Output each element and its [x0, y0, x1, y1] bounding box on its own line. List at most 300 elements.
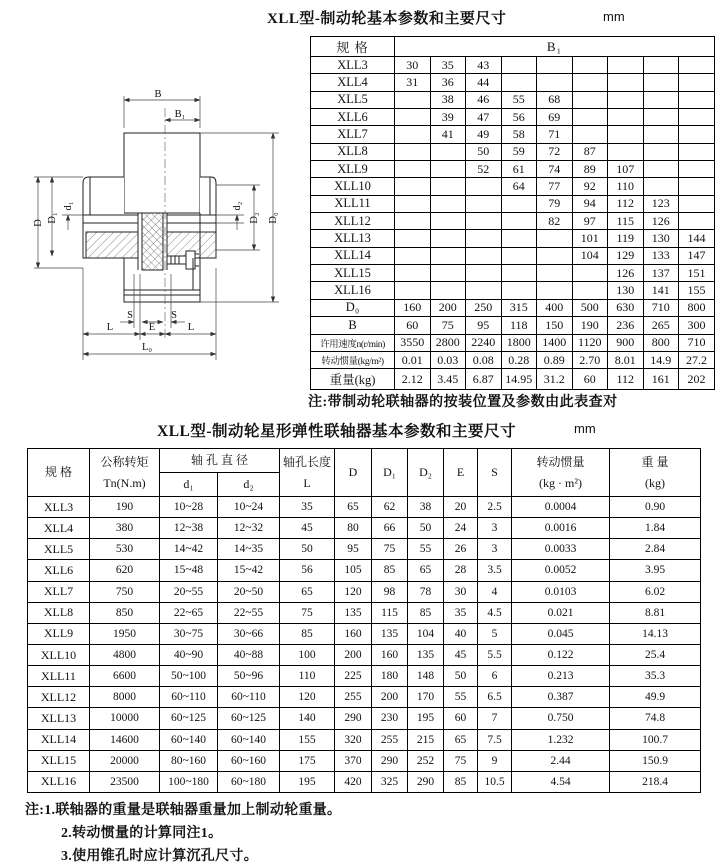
cell — [608, 109, 644, 126]
cell: 150.9 — [610, 750, 701, 771]
cell: 24 — [444, 518, 478, 539]
cell: 58 — [501, 126, 537, 143]
cell — [572, 126, 608, 143]
cell — [608, 91, 644, 108]
cell — [395, 230, 431, 247]
row-label: XLL8 — [311, 143, 395, 160]
cell: 22~55 — [218, 602, 280, 623]
row-label: XLL5 — [28, 539, 90, 560]
coupling-outline — [83, 133, 216, 302]
cell: 2800 — [430, 334, 466, 351]
cell: 420 — [335, 771, 372, 792]
cell — [679, 74, 715, 91]
weight-header — [610, 449, 701, 497]
dim-label-L-right: L — [187, 322, 195, 333]
row-label: XLL15 — [28, 750, 90, 771]
col-D1-header: D₁ — [372, 449, 408, 497]
cell: 82 — [537, 213, 573, 230]
dim-label-D2: D₂ — [249, 212, 260, 224]
cell: 0.01 — [395, 351, 431, 368]
cell: 79 — [537, 195, 573, 212]
cell: 800 — [679, 299, 715, 316]
cell: 65 — [335, 497, 372, 518]
cell: 118 — [501, 317, 537, 334]
cell: 60 — [444, 708, 478, 729]
cell: 0.0016 — [512, 518, 610, 539]
cell: 85 — [408, 602, 444, 623]
col-d2-header: d₂ — [218, 473, 280, 497]
cell — [643, 109, 679, 126]
cell: 160 — [395, 299, 431, 316]
table-row — [311, 57, 715, 74]
cell — [679, 126, 715, 143]
cell: 45 — [280, 518, 335, 539]
cell: 135 — [408, 644, 444, 665]
cell — [679, 178, 715, 195]
cell — [501, 57, 537, 74]
cell: 100~180 — [160, 771, 218, 792]
cell: 59 — [501, 143, 537, 160]
cell: 40~90 — [160, 644, 218, 665]
cell: 95 — [335, 539, 372, 560]
col-E-header: E — [444, 449, 478, 497]
cell: 110 — [608, 178, 644, 195]
col-D2-header: D₂ — [408, 449, 444, 497]
cell: 2.70 — [572, 351, 608, 368]
bore-length-header — [280, 449, 335, 497]
cell: 30~75 — [160, 623, 218, 644]
cell — [430, 178, 466, 195]
row-label: XLL7 — [28, 581, 90, 602]
cell: 710 — [643, 299, 679, 316]
cell: 6.5 — [478, 687, 512, 708]
row-label: XLL6 — [311, 109, 395, 126]
cell: 60 — [395, 317, 431, 334]
cell: 2.12 — [395, 369, 431, 390]
table-row — [28, 666, 701, 687]
cell: 71 — [537, 126, 573, 143]
cell: 62 — [372, 497, 408, 518]
cell — [537, 247, 573, 264]
cell: 750 — [90, 581, 160, 602]
cell: 150 — [537, 317, 573, 334]
row-label: XLL14 — [311, 247, 395, 264]
table-row — [311, 282, 715, 299]
cell: 35.3 — [610, 666, 701, 687]
cell: 195 — [280, 771, 335, 792]
cell: 80 — [335, 518, 372, 539]
cell: 7 — [478, 708, 512, 729]
row-label: XLL11 — [311, 195, 395, 212]
cell: 325 — [372, 771, 408, 792]
row-label: XLL8 — [28, 602, 90, 623]
cell: 130 — [643, 230, 679, 247]
cell — [501, 230, 537, 247]
cell — [679, 195, 715, 212]
cell: 25.4 — [610, 644, 701, 665]
table-row — [311, 369, 715, 390]
cell: 49.9 — [610, 687, 701, 708]
cell: 74.8 — [610, 708, 701, 729]
cell: 72 — [537, 143, 573, 160]
cell: 630 — [608, 299, 644, 316]
cell — [679, 91, 715, 108]
cell: 75 — [444, 750, 478, 771]
cell: 49 — [466, 126, 502, 143]
cell: 27.2 — [679, 351, 715, 368]
cell — [395, 161, 431, 178]
cell — [537, 230, 573, 247]
cell — [572, 57, 608, 74]
cell: 14.9 — [643, 351, 679, 368]
cell — [643, 91, 679, 108]
cell — [466, 265, 502, 282]
cell — [643, 143, 679, 160]
cell: 160 — [335, 623, 372, 644]
cell — [537, 265, 573, 282]
cell — [679, 213, 715, 230]
cell — [395, 282, 431, 299]
cell: 3.5 — [478, 560, 512, 581]
cell — [608, 143, 644, 160]
cell: 230 — [372, 708, 408, 729]
coupling-section-drawing — [30, 78, 292, 410]
table1-header-row — [311, 37, 715, 57]
cell: 47 — [466, 109, 502, 126]
cell — [466, 247, 502, 264]
cell: 1800 — [501, 334, 537, 351]
cell: 50~100 — [160, 666, 218, 687]
cell: 170 — [408, 687, 444, 708]
cell: 30 — [395, 57, 431, 74]
table-row — [311, 334, 715, 351]
cell: 0.213 — [512, 666, 610, 687]
cell: 225 — [335, 666, 372, 687]
col-D-header: D — [335, 449, 372, 497]
dim-label-D: D — [33, 219, 44, 227]
cell: 100.7 — [610, 729, 701, 750]
cell — [395, 178, 431, 195]
cell: 500 — [572, 299, 608, 316]
cell: 55 — [408, 539, 444, 560]
cell — [537, 282, 573, 299]
table-row — [28, 518, 701, 539]
row-label: XLL3 — [28, 497, 90, 518]
cell: 4800 — [90, 644, 160, 665]
cell: 380 — [90, 518, 160, 539]
cell: 95 — [466, 317, 502, 334]
cell: 290 — [335, 708, 372, 729]
cell: 97 — [572, 213, 608, 230]
row-label: XLL7 — [311, 126, 395, 143]
cell — [501, 213, 537, 230]
cell: 30 — [444, 581, 478, 602]
cell: 50~96 — [218, 666, 280, 687]
row-label: 重量(kg) — [311, 369, 395, 390]
cell: 23500 — [90, 771, 160, 792]
cell: 20 — [444, 497, 478, 518]
cell: 2.44 — [512, 750, 610, 771]
cell: 900 — [608, 334, 644, 351]
cell: 155 — [679, 282, 715, 299]
cell: 190 — [572, 317, 608, 334]
cell: 46 — [466, 91, 502, 108]
inertia-header-line2: (kg · m²) — [539, 475, 582, 490]
cell: 35 — [430, 57, 466, 74]
cell: 7.5 — [478, 729, 512, 750]
row-label: XLL15 — [311, 265, 395, 282]
cell: 126 — [608, 265, 644, 282]
row-label: XLL9 — [311, 161, 395, 178]
cell — [395, 195, 431, 212]
cell — [430, 161, 466, 178]
row-label: XLL3 — [311, 57, 395, 74]
row-label: XLL16 — [311, 282, 395, 299]
cell: 69 — [537, 109, 573, 126]
cell: 87 — [572, 143, 608, 160]
cell: 60~140 — [160, 729, 218, 750]
cell: 255 — [335, 687, 372, 708]
table-row — [311, 161, 715, 178]
cell: 50 — [408, 518, 444, 539]
cell: 107 — [608, 161, 644, 178]
table1-note: 注:带制动轮联轴器的按装位置及参数由此表查对 — [308, 395, 618, 410]
table-row — [311, 213, 715, 230]
cell: 12~32 — [218, 518, 280, 539]
row-label: XLL12 — [311, 213, 395, 230]
b1-header: B₁ — [395, 37, 715, 57]
cell: 144 — [679, 230, 715, 247]
cell: 65 — [444, 729, 478, 750]
cell: 800 — [643, 334, 679, 351]
cell: 290 — [408, 771, 444, 792]
cell: 100 — [280, 644, 335, 665]
dim-label-d1: d₁ — [63, 201, 74, 211]
cell: 31 — [395, 74, 431, 91]
cell: 60~125 — [218, 708, 280, 729]
cell — [501, 247, 537, 264]
footnote-3: 3.使用锥孔时应计算沉孔尺寸。 — [61, 849, 258, 864]
row-label: XLL11 — [28, 666, 90, 687]
cell: 45 — [444, 644, 478, 665]
cell: 151 — [679, 265, 715, 282]
cell: 98 — [372, 581, 408, 602]
cell: 10.5 — [478, 771, 512, 792]
cell: 60~110 — [218, 687, 280, 708]
cell: 175 — [280, 750, 335, 771]
cell: 1950 — [90, 623, 160, 644]
cell — [643, 74, 679, 91]
cell: 60~125 — [160, 708, 218, 729]
table-row — [311, 178, 715, 195]
cell — [608, 57, 644, 74]
cell: 161 — [643, 369, 679, 390]
cell — [430, 213, 466, 230]
cell: 3.95 — [610, 560, 701, 581]
row-label: XLL13 — [311, 230, 395, 247]
cell: 39 — [430, 109, 466, 126]
table-row — [311, 195, 715, 212]
cell: 92 — [572, 178, 608, 195]
cell — [466, 213, 502, 230]
table-row — [311, 109, 715, 126]
cell — [537, 74, 573, 91]
col-S-header: S — [478, 449, 512, 497]
cell — [572, 91, 608, 108]
table-row — [28, 581, 701, 602]
table-row — [311, 317, 715, 334]
cell: 215 — [408, 729, 444, 750]
cell: 1.232 — [512, 729, 610, 750]
table-row — [28, 644, 701, 665]
cell: 6.87 — [466, 369, 502, 390]
cell: 2240 — [466, 334, 502, 351]
cell: 20~55 — [160, 581, 218, 602]
cell: 10~28 — [160, 497, 218, 518]
row-label: XLL12 — [28, 687, 90, 708]
cell: 14.13 — [610, 623, 701, 644]
cell: 55 — [501, 91, 537, 108]
cell: 0.122 — [512, 644, 610, 665]
cell: 15~42 — [218, 560, 280, 581]
cell: 38 — [408, 497, 444, 518]
cell: 28 — [444, 560, 478, 581]
cell: 60~140 — [218, 729, 280, 750]
cell: 115 — [608, 213, 644, 230]
row-label: XLL5 — [311, 91, 395, 108]
cell — [643, 178, 679, 195]
dim-label-E: E — [148, 322, 156, 333]
table-row — [28, 771, 701, 792]
table-row — [311, 91, 715, 108]
cell: 104 — [572, 247, 608, 264]
cell: 160 — [372, 644, 408, 665]
cell: 137 — [643, 265, 679, 282]
cell: 0.0103 — [512, 581, 610, 602]
cell: 40 — [444, 623, 478, 644]
cell: 8000 — [90, 687, 160, 708]
row-label: XLL9 — [28, 623, 90, 644]
cell — [395, 265, 431, 282]
cell: 300 — [679, 317, 715, 334]
cell: 14.95 — [501, 369, 537, 390]
dim-label-B: B — [154, 89, 162, 100]
bore-length-line2: L — [303, 475, 311, 490]
cell: 20000 — [90, 750, 160, 771]
cell: 30~66 — [218, 623, 280, 644]
table-row — [311, 74, 715, 91]
cell: 850 — [90, 602, 160, 623]
cell: 14~42 — [160, 539, 218, 560]
cell: 0.89 — [537, 351, 573, 368]
cell: 4 — [478, 581, 512, 602]
cell: 155 — [280, 729, 335, 750]
cell: 0.03 — [430, 351, 466, 368]
cell: 252 — [408, 750, 444, 771]
cell — [643, 57, 679, 74]
cell: 44 — [466, 74, 502, 91]
cell: 41 — [430, 126, 466, 143]
cell: 4.5 — [478, 602, 512, 623]
cell: 74 — [537, 161, 573, 178]
cell: 75 — [372, 539, 408, 560]
cell: 35 — [280, 497, 335, 518]
table-row — [28, 687, 701, 708]
table2-unit: mm — [574, 421, 596, 436]
cell: 200 — [372, 687, 408, 708]
table-row — [311, 126, 715, 143]
cell — [679, 109, 715, 126]
cell: 8.81 — [610, 602, 701, 623]
cell — [679, 57, 715, 74]
cell — [572, 282, 608, 299]
spec-header: 规 格 — [311, 37, 395, 57]
cell: 50 — [466, 143, 502, 160]
cell: 94 — [572, 195, 608, 212]
table-row — [28, 708, 701, 729]
table-row — [311, 230, 715, 247]
cell: 43 — [466, 57, 502, 74]
cell — [608, 126, 644, 143]
cell: 66 — [372, 518, 408, 539]
bore-length-line1: 轴孔长度 — [283, 455, 332, 470]
table1-title: XLL型-制动轮基本参数和主要尺寸 — [267, 11, 507, 27]
cell: 180 — [372, 666, 408, 687]
cell: 15~48 — [160, 560, 218, 581]
cell: 126 — [643, 213, 679, 230]
cell: 0.387 — [512, 687, 610, 708]
cell: 133 — [643, 247, 679, 264]
torque-header-line2: Tn(N.m) — [103, 475, 146, 490]
cell — [395, 126, 431, 143]
cell: 9 — [478, 750, 512, 771]
cell: 195 — [408, 708, 444, 729]
cell — [679, 161, 715, 178]
cell — [501, 265, 537, 282]
cell: 104 — [408, 623, 444, 644]
footnote-2: 2.转动惯量的计算同注1。 — [61, 826, 223, 841]
cell: 20~50 — [218, 581, 280, 602]
table-row — [311, 143, 715, 160]
cell — [430, 143, 466, 160]
row-label: 转动惯量(kg/m²) — [311, 351, 395, 368]
cell — [572, 109, 608, 126]
cell: 6600 — [90, 666, 160, 687]
cell: 68 — [537, 91, 573, 108]
cell: 620 — [90, 560, 160, 581]
cell — [537, 57, 573, 74]
cell: 65 — [408, 560, 444, 581]
cell: 202 — [679, 369, 715, 390]
row-label: B — [311, 317, 395, 334]
cell: 14600 — [90, 729, 160, 750]
table-row — [28, 623, 701, 644]
cell: 2.84 — [610, 539, 701, 560]
cell: 60~110 — [160, 687, 218, 708]
dim-label-d2: d₂ — [232, 201, 243, 211]
dim-label-S-right: S — [171, 310, 177, 321]
cell — [395, 143, 431, 160]
cell: 320 — [335, 729, 372, 750]
cell — [643, 161, 679, 178]
cell: 190 — [90, 497, 160, 518]
cell: 56 — [280, 560, 335, 581]
table-row — [311, 247, 715, 264]
cell — [430, 230, 466, 247]
cell: 10~24 — [218, 497, 280, 518]
cell: 50 — [444, 666, 478, 687]
cell: 0.28 — [501, 351, 537, 368]
